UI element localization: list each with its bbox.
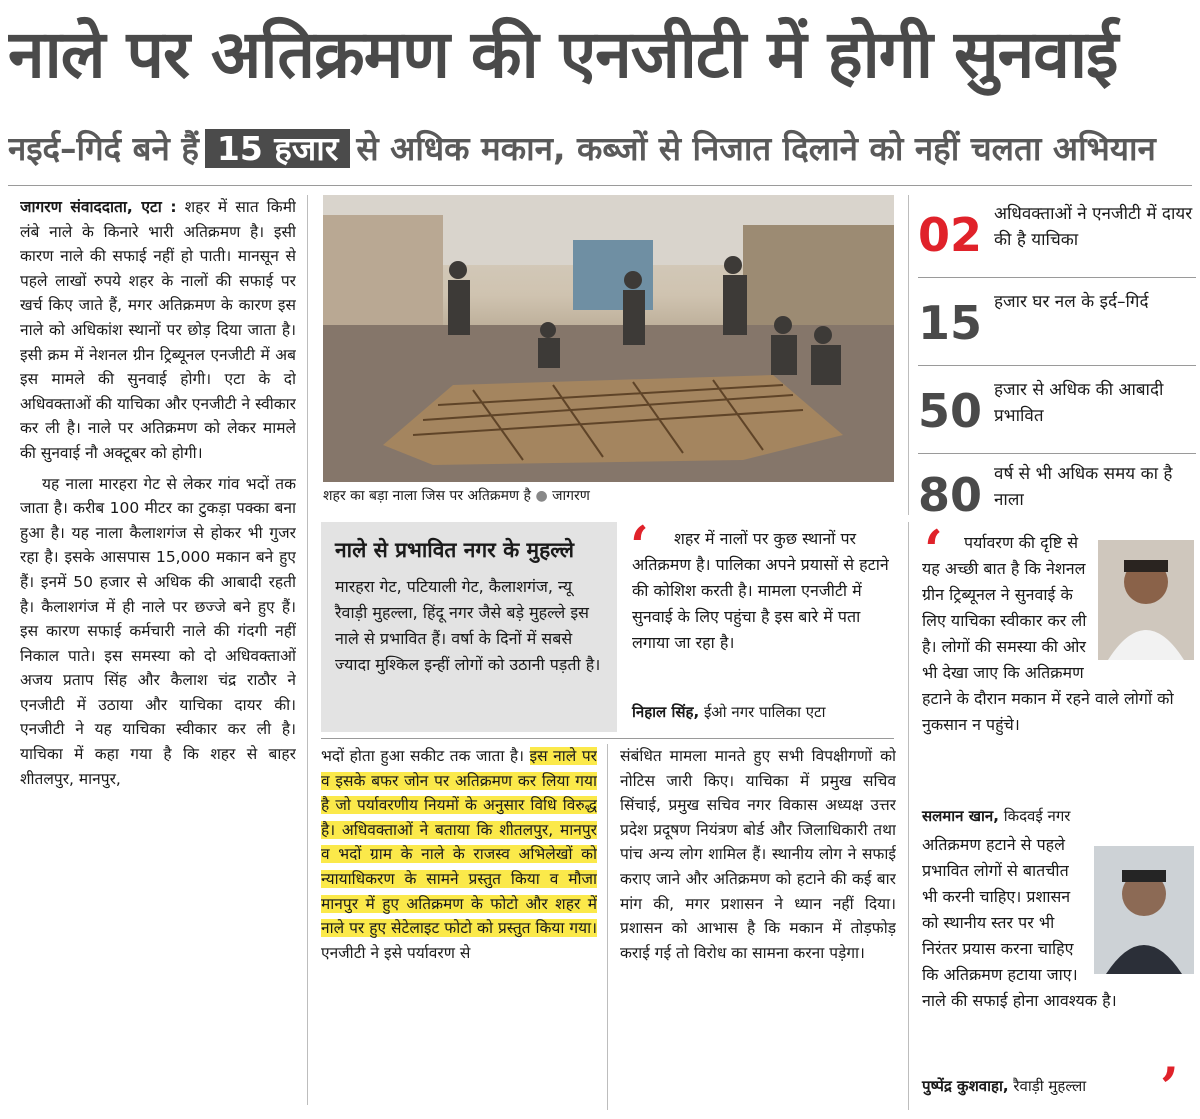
quote1-attribution: [632, 702, 894, 722]
quote1-text: शहर में नालों पर कुछ स्थानों पर अतिक्रमण है। पालिका अपने प्रयासों से हटाने की कोशिश करती है। मामला एनजीटी में सुनवाई के लिए पहुंचा है इस बारे में पता लगाया जा रहा है।: [632, 529, 889, 652]
photo-float-spacer: [1096, 530, 1194, 666]
quote3-attribution: [922, 1076, 1152, 1096]
subhead-highlight: 15 हजार: [205, 129, 350, 168]
stat-text: हजार से अधिक की आबादी प्रभावित: [994, 380, 1164, 426]
subhead-before: नइर्द–गिर्द बने हैं: [8, 129, 199, 168]
stat-divider: [918, 365, 1196, 366]
quote2-text: [922, 530, 1194, 738]
quote3-body: अतिक्रमण हटाने से पहले प्रभावित लोगों से बातचीत भी करनी चाहिए। प्रशासन को स्थानीय स्तर पर भी निरंतर प्रयास करना चाहिए कि अतिक्रमण हटाया जाए। नाले की सफाई होना आवश्यक है।: [922, 835, 1117, 1010]
quote3-name: पुष्पेंद्र कुशवाहा,: [922, 1077, 1009, 1095]
stat-number: 80: [918, 468, 983, 522]
stat-item: [918, 455, 1196, 535]
photo-caption: [323, 486, 894, 508]
col1-paragraph-2: यह नाला मारहरा गेट से लेकर गांव भदों तक जाता है। करीब 100 मीटर का टुकड़ा पक्का बना हुआ है। यह नाला कैलाशगंज से होकर भी गुजर रहा है। इसके आसपास 15,000 मकान बने हुए हैं। इनमें 50 हजार से अधिक की आबादी रहती है। कैलाशगंज में ही नाले पर छज्जे बने हुए हैं। इस कारण सफाई कर्मचारी नाले की गंदगी नहीं निकाल पाते। इस समस्या को दो अधिवक्ताओं अजय प्रताप सिंह और कैलाश चंद्र राठौर ने एनजीटी में उठाया और याचिका दायर की। एनजीटी ने यह याचिका स्वीकार कर ली है। याचिका में कहा गया है कि शहर से बाहर शीतलपुर, मानपुर,: [20, 474, 296, 788]
stat-number: 15: [918, 296, 983, 350]
column-divider: [307, 195, 308, 1105]
quote2-role: किदवई नगर: [1003, 807, 1071, 825]
col3-lead: भदों होता हुआ सकीट तक जाता है।: [321, 747, 524, 765]
quote-nihal-singh: [628, 514, 894, 732]
quote3-role: रैवाड़ी मुहल्ला: [1013, 1077, 1087, 1095]
column-divider-2: [607, 744, 608, 1110]
stat-number: 02: [918, 208, 983, 262]
mid-rule: [321, 738, 894, 739]
top-rule: [8, 185, 1192, 186]
stat-text: हजार घर नल के इर्द–गिर्द: [994, 292, 1149, 312]
quote2-body: पर्यावरण की दृष्टि से यह अच्छी बात है कि नेशनल ग्रीन ट्रिब्यूनल ने सुनवाई के लिए याचिका स्वीकार कर ली है। लोगों की समस्या की ओर भी देखा जाए कि अतिक्रमण हटाने के दौरान मकान में रहने वाले लोगों को नुकसान न पहुंचे।: [922, 533, 1174, 734]
byline: जागरण संवाददाता, एटा :: [20, 198, 177, 216]
right-divider: [908, 522, 909, 1110]
stat-item: [918, 371, 1196, 451]
article-column-1: [20, 195, 296, 1110]
stat-item: [918, 283, 1196, 363]
affected-title: नाले से प्रभावित नगर के मुहल्ले: [335, 538, 574, 562]
subhead-after: से अधिक मकान, कब्जों से निजात दिलाने को नहीं चलता अभियान: [356, 129, 1156, 168]
stat-divider: [918, 277, 1196, 278]
article-column-3: [321, 744, 597, 1110]
quote2-attribution: [922, 806, 1194, 826]
stat-item: [918, 195, 1196, 275]
affected-localities-box: [321, 522, 617, 732]
stat-divider: [918, 453, 1196, 454]
col3-tail: एनजीटी ने इसे पर्यावरण से: [321, 943, 471, 962]
quote-mark-icon: ‘: [630, 514, 649, 578]
col3-highlighted: इस नाले पर व इसके बफर जोन पर अतिक्रमण कर लिया गया है जो पर्यावरणीय नियमों के अनुसार विधि विरुद्ध है। अधिवक्ताओं ने बताया कि शीतलपुर, मानपुर व भदों ग्राम के नाले के राजस्व अभिलेखों को न्यायाधिकरण के सामने प्रस्तुत किया व मौजा मानपुर में हुए अतिक्रमण के फोटो और शहर में नाले पर हुए सेटेलाइट फोटो को प्रस्तुत किया गया।: [321, 747, 597, 938]
stat-text: वर्ष से भी अधिक समय का है नाला: [994, 464, 1173, 510]
photo-float-spacer: [1088, 832, 1194, 978]
quote-salman-khan: [922, 518, 1194, 800]
stats-divider: [908, 195, 909, 515]
stat-number: 50: [918, 384, 983, 438]
quote-mark-icon: ‘: [924, 518, 943, 582]
headline: नाले पर अतिक्रमण की एनजीटी में होगी सुनवाई: [8, 16, 1118, 93]
caption-text: शहर का बड़ा नाला जिस पर अतिक्रमण है: [323, 488, 531, 504]
quote3-text: [922, 832, 1194, 1014]
news-photo: [323, 195, 894, 482]
subhead: [8, 118, 1192, 180]
quote-pushpendra: [922, 832, 1194, 1070]
col1-paragraph-1: शहर में सात किमी लंबे नाले के किनारे भारी अतिक्रमण है। इसी कारण नाले की सफाई नहीं हो पाती। मानसून से पहले लाखों रुपये शहर के नालों की सफाई पर खर्च किए जाते हैं, मगर अतिक्रमण के कारण इस नाले को अधिकांश स्थानों पर छोड़ दिया जाता है। इसी क्रम में नेशनल ग्रीन ट्रिब्यूनल एनजीटी में अब इस मामले की सुनवाई होगी। एटा के दो अधिवक्ताओं की याचिका और एनजीटी ने स्वीकार कर ली है। नाले पर अतिक्रमण को लेकर मामले की सुनवाई नौ अक्टूबर को होगी।: [20, 198, 296, 462]
affected-text: मारहरा गेट, पटियाली गेट, कैलाशगंज, न्यू रैवाड़ी मुहल्ला, हिंदू नगर जैसे बड़े मुहल्ले इस नाले से प्रभावित हैं। वर्षा के दिनों में सबसे ज्यादा मुश्किल इन्हीं लोगों को उठानी पड़ती है।: [335, 577, 601, 674]
quote1-role: ईओ नगर पालिका एटा: [703, 703, 826, 721]
quote1-name: निहाल सिंह,: [632, 703, 700, 721]
bullet-icon: ●: [535, 488, 548, 504]
closing-quote-icon: ’: [1160, 1055, 1179, 1119]
stat-text: अधिवक्ताओं ने एनजीटी में दायर की है याचिका: [994, 204, 1193, 250]
photo-credit: जागरण: [552, 488, 590, 504]
drain-encroachment-photo: [323, 195, 894, 482]
quote2-name: सलमान खान,: [922, 807, 999, 825]
article-column-4: संबंधित मामला मानते हुए सभी विपक्षीगणों को नोटिस जारी किए। याचिका में प्रमुख सचिव सिंचाई, प्रमुख सचिव नगर विकास अध्यक्ष उत्तर प्रदेश प्रदूषण नियंत्रण बोर्ड और जिलाधिकारी तथा पांच अन्य लोग शामिल हैं। स्थानीय लोग ने सफाई कराए जाने और अतिक्रमण को हटाने की कई बार मांग की, मगर प्रशासन ने ध्यान नहीं दिया। प्रशासन को आभास है कि मकान में तोड़फोड़ कराई गई तो विरोध का सामना करना पड़ेगा।: [620, 747, 896, 962]
